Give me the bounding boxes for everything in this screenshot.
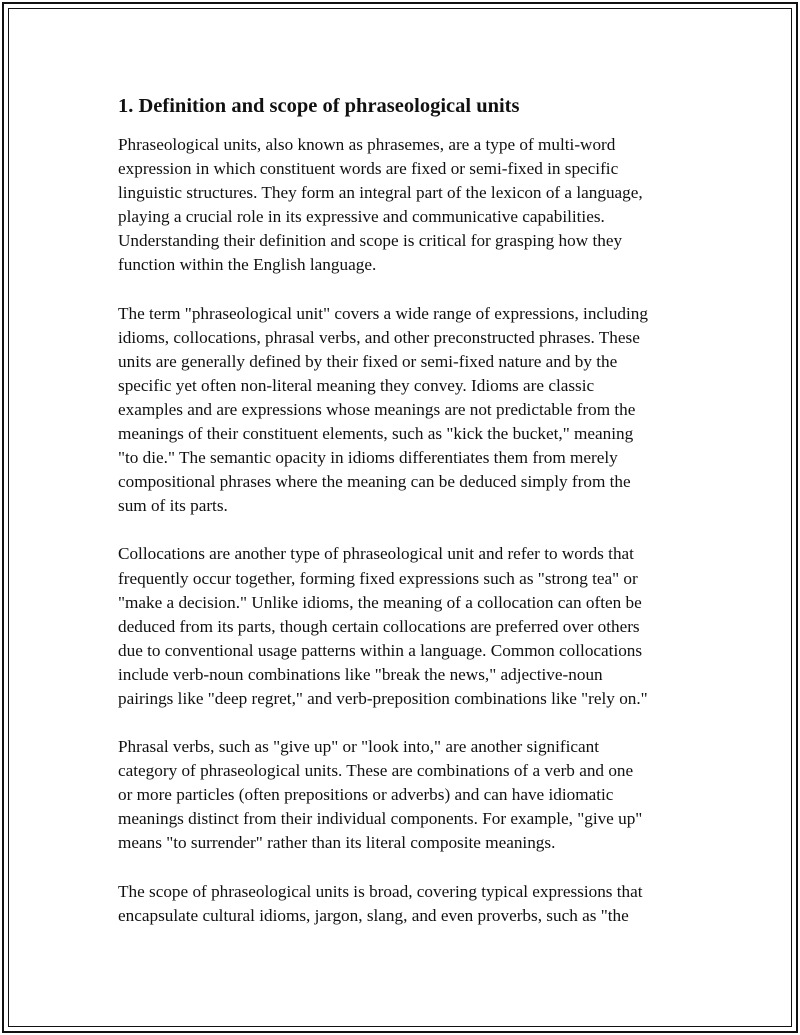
paragraph-line: pairings like "deep regret," and verb-preposition combinations like "rely on." — [118, 688, 648, 708]
section-heading: 1. Definition and scope of phraseological units — [118, 95, 520, 117]
paragraphs-container — [118, 133, 693, 928]
paragraph-line: function within the English language. — [118, 255, 377, 275]
body-paragraph — [118, 880, 693, 928]
paragraph-line: Understanding their definition and scope is critical for grasping how they — [118, 231, 623, 251]
paragraph-line: deduced from its parts, though certain collocations are preferred over others — [118, 616, 640, 636]
paragraph-line: means "to surrender" rather than its literal composite meanings. — [118, 833, 556, 853]
paragraph-line: encapsulate cultural idioms, jargon, slang, and even proverbs, such as "the — [118, 905, 629, 925]
paragraph-line: compositional phrases where the meaning can be deduced simply from the — [118, 472, 631, 492]
paragraph-line: The term "phraseological unit" covers a wide range of expressions, including — [118, 303, 648, 323]
paragraph-line: category of phraseological units. These are combinations of a verb and one — [118, 761, 634, 781]
body-paragraph — [118, 542, 693, 711]
body-paragraph — [118, 735, 693, 855]
paragraph-line: or more particles (often prepositions or adverbs) and can have idiomatic — [118, 785, 614, 805]
paragraph-line: Collocations are another type of phraseological unit and refer to words that — [118, 544, 634, 564]
paragraph-line: meanings distinct from their individual components. For example, "give up" — [118, 809, 643, 829]
paragraph-line: due to conventional usage patterns within a language. Common collocations — [118, 640, 643, 660]
paragraph-line: Phrasal verbs, such as "give up" or "look into," are another significant — [118, 737, 600, 757]
paragraph-line: linguistic structures. They form an integral part of the lexicon of a language, — [118, 183, 643, 203]
document-body — [118, 93, 693, 952]
paragraph-line: meanings of their constituent elements, such as "kick the bucket," meaning — [118, 424, 634, 444]
paragraph-line: idioms, collocations, phrasal verbs, and other preconstructed phrases. These — [118, 327, 640, 347]
paragraph-line: Phraseological units, also known as phrasemes, are a type of multi-word — [118, 135, 616, 154]
paragraph-line: playing a crucial role in its expressive and communicative capabilities. — [118, 207, 605, 227]
paragraph-line: The scope of phraseological units is broad, covering typical expressions that — [118, 881, 643, 901]
paragraph-line: "make a decision." Unlike idioms, the meaning of a collocation can often be — [118, 592, 642, 612]
paragraph-line: specific yet often non-literal meaning they convey. Idioms are classic — [118, 375, 595, 395]
paragraph-line: include verb-noun combinations like "break the news," adjective-noun — [118, 664, 603, 684]
paragraph-line: sum of its parts. — [118, 496, 228, 516]
paragraph-line: units are generally defined by their fixed or semi-fixed nature and by the — [118, 351, 618, 371]
paragraph-line: examples and are expressions whose meanings are not predictable from the — [118, 399, 636, 419]
paragraph-line: frequently occur together, forming fixed expressions such as "strong tea" or — [118, 568, 638, 588]
paragraph-line: "to die." The semantic opacity in idioms differentiates them from merely — [118, 448, 618, 468]
body-paragraph — [118, 133, 693, 278]
body-paragraph — [118, 302, 693, 519]
paragraph-line: expression in which constituent words are fixed or semi-fixed in specific — [118, 159, 619, 179]
